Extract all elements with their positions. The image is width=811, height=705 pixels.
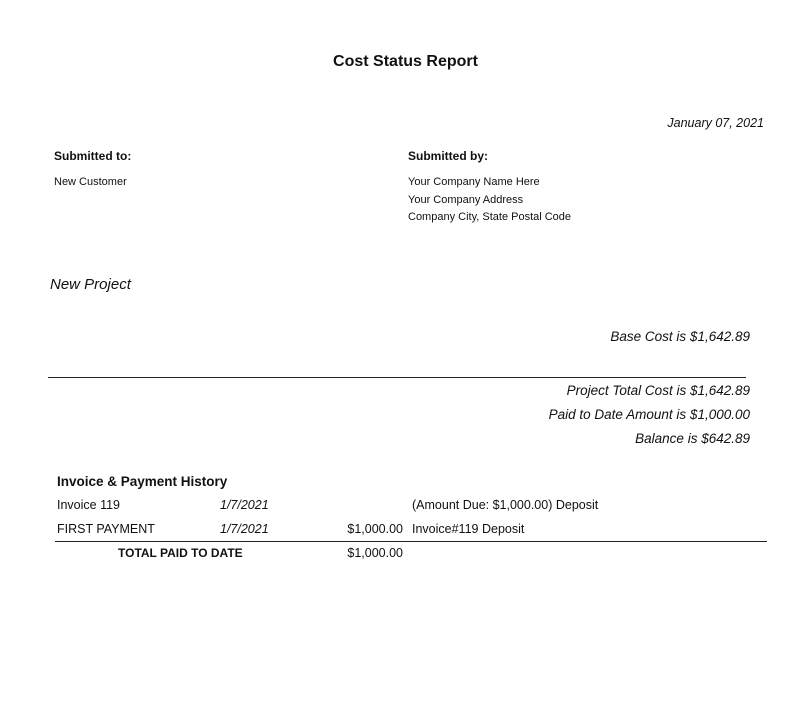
company-city: Company City, State Postal Code <box>408 211 572 223</box>
history-title: Invoice & Payment History <box>57 474 228 489</box>
balance: Balance is $642.89 <box>635 431 750 446</box>
project-total-cost: Project Total Cost is $1,642.89 <box>566 383 750 398</box>
project-name: New Project <box>50 276 131 293</box>
customer-name: New Customer <box>54 176 127 188</box>
history-row-1-note: (Amount Due: $1,000.00) Deposit <box>412 498 599 512</box>
history-row-2-date: 1/7/2021 <box>220 522 269 536</box>
total-paid-amount: $1,000.00 <box>347 546 403 560</box>
history-row-1-date: 1/7/2021 <box>220 498 269 512</box>
submitted-by-label: Submitted by: <box>408 149 488 163</box>
history-row-2-amount: $1,000.00 <box>347 522 403 536</box>
cost-divider <box>48 377 746 378</box>
company-name: Your Company Name Here <box>408 176 540 188</box>
report-title: Cost Status Report <box>333 53 478 70</box>
history-divider <box>55 541 767 542</box>
report-date: January 07, 2021 <box>667 116 764 130</box>
history-row-1-name: Invoice 119 <box>57 498 121 512</box>
history-row-2-note: Invoice#119 Deposit <box>412 522 525 536</box>
history-row-2-name: FIRST PAYMENT <box>57 522 155 536</box>
submitted-to-label: Submitted to: <box>54 149 132 163</box>
company-address: Your Company Address <box>408 194 524 206</box>
paid-to-date-amount: Paid to Date Amount is $1,000.00 <box>548 407 750 422</box>
total-paid-label: TOTAL PAID TO DATE <box>118 546 243 560</box>
base-cost: Base Cost is $1,642.89 <box>610 329 750 344</box>
